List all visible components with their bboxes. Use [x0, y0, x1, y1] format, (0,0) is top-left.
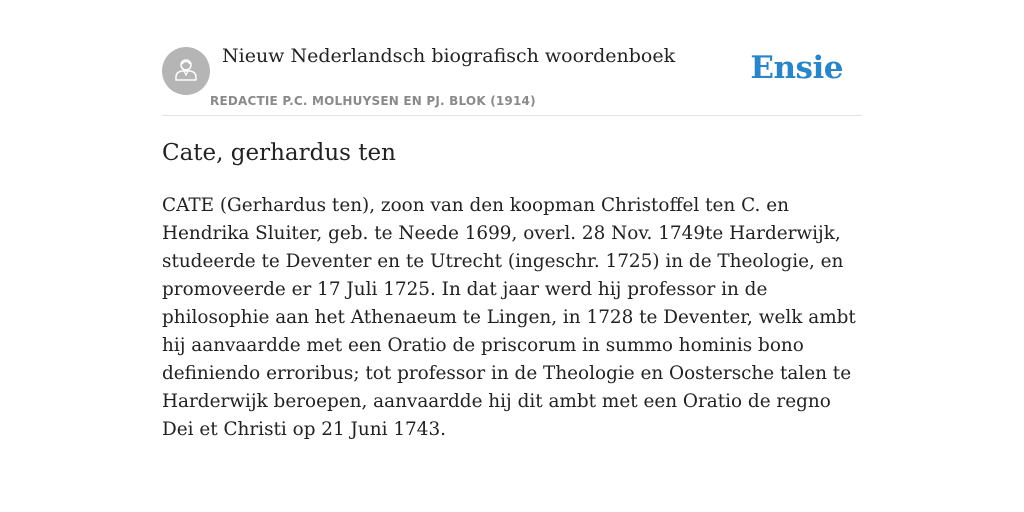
avatar [162, 47, 210, 95]
entry-body: CATE (Gerhardus ten), zoon van den koopman Christoffel ten C. en Hendrika Sluiter, geb. te Neede 1699, overl. 28 Nov. 1749te Harderwijk, studeerde te Deventer en te Utrecht (ingeschr. 1725) in de Theologie, en promoveerde er 17 Juli 1725. In dat jaar werd hij professor in de philosophie aan het Athenaeum te Lingen, in 1728 te Deventer, welk ambt hij aanvaardde met een Oratio de priscorum in summo hominis bono definiendo erroribus; tot professor in de Theologie en Oostersche talen te Harderwijk beroepen, aanvaardde hij dit ambt met een Oratio de regno Dei et Christi op 21 Juni 1743. [162, 195, 856, 440]
entry-title: Cate, gerhardus ten [162, 140, 396, 166]
source-header [162, 0, 862, 116]
ensie-logo[interactable]: Ensie [750, 50, 843, 86]
entry-card [162, 0, 862, 440]
source-title[interactable]: Nieuw Nederlandsch biografisch woordenboek [222, 45, 676, 67]
person-icon [173, 56, 199, 87]
source-editors: REDACTIE P.C. MOLHUYSEN EN PJ. BLOK (1914) [210, 94, 536, 108]
